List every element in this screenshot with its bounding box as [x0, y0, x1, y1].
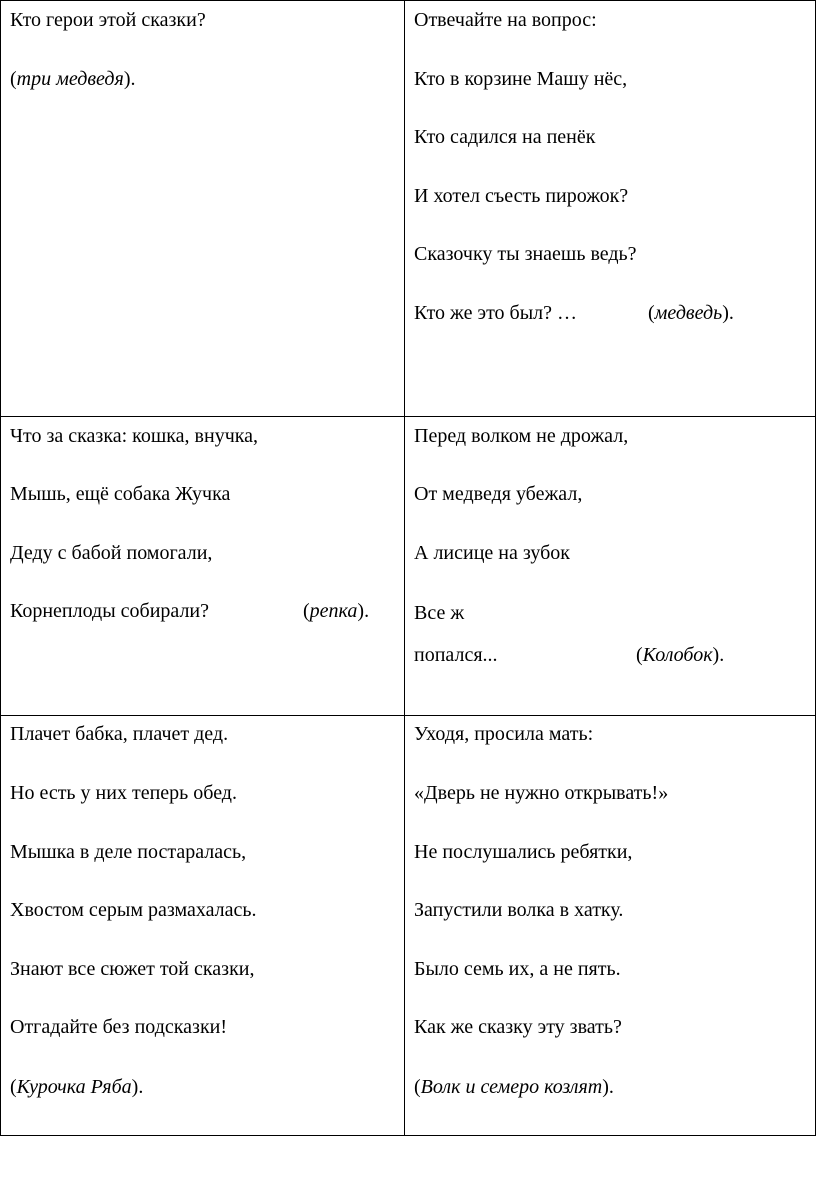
answer-text: медведь	[654, 302, 723, 324]
riddle-line: Мышь, ещё собака Жучка	[10, 483, 231, 505]
riddle-line: Кто герои этой сказки?	[10, 9, 206, 31]
riddle-answer: (медведь).	[648, 302, 734, 324]
answer-text: репка	[309, 600, 358, 622]
riddle-line: От медведя убежал,	[414, 483, 583, 505]
riddle-line: Уходя, просила мать:	[414, 723, 594, 745]
riddle-line: Отвечайте на вопрос:	[414, 9, 597, 31]
riddle-line: Но есть у них теперь обед.	[10, 782, 237, 804]
riddle-answer: (репка).	[303, 600, 370, 622]
riddle-line: Сказочку ты знаешь ведь?	[414, 243, 637, 265]
riddle-line: Кто же это был? …	[414, 302, 578, 324]
answer-text: Колобок	[642, 644, 713, 666]
table-column-divider	[404, 0, 405, 1136]
riddle-line: Плачет бабка, плачет дед.	[10, 723, 229, 745]
riddle-line: Мышка в деле постаралась,	[10, 841, 247, 863]
answer-text: три медведя	[16, 68, 124, 90]
riddle-answer: (три медведя).	[10, 68, 136, 90]
riddle-line: Как же сказку эту звать?	[414, 1016, 622, 1038]
answer-text: Волк и семеро козлят	[420, 1076, 603, 1098]
table-border-top	[0, 0, 816, 1]
table-row-divider-2	[0, 715, 816, 716]
riddle-line: Кто садился на пенёк	[414, 126, 596, 148]
riddle-line: «Дверь не нужно открывать!»	[414, 782, 669, 804]
riddle-line: Хвостом серым размахалась.	[10, 899, 257, 921]
riddle-line: И хотел съесть пирожок?	[414, 185, 629, 207]
riddle-line: Корнеплоды собирали?	[10, 600, 210, 622]
table-border-left	[0, 0, 1, 1136]
riddle-line: Запустили волка в хатку.	[414, 899, 624, 921]
table-row-divider-1	[0, 416, 816, 417]
riddle-answer: (Колобок).	[636, 644, 725, 666]
riddle-line: Перед волком не дрожал,	[414, 425, 629, 447]
riddle-line: Что за сказка: кошка, внучка,	[10, 425, 259, 447]
riddle-line: Было семь их, а не пять.	[414, 958, 621, 980]
riddle-line: попался...	[414, 644, 498, 666]
riddle-line: Все ж	[414, 602, 465, 624]
riddle-line: Кто в корзине Машу нёс,	[414, 68, 628, 90]
table-border-bottom	[0, 1135, 816, 1136]
riddle-answer: (Курочка Ряба).	[10, 1076, 144, 1098]
riddle-line: Отгадайте без подсказки!	[10, 1016, 228, 1038]
answer-text: Курочка Ряба	[16, 1076, 132, 1098]
riddle-line: А лисице на зубок	[414, 542, 570, 564]
riddle-line: Знают все сюжет той сказки,	[10, 958, 255, 980]
riddle-line: Деду с бабой помогали,	[10, 542, 213, 564]
riddle-line: Не послушались ребятки,	[414, 841, 633, 863]
riddle-answer: (Волк и семеро козлят).	[414, 1076, 614, 1098]
